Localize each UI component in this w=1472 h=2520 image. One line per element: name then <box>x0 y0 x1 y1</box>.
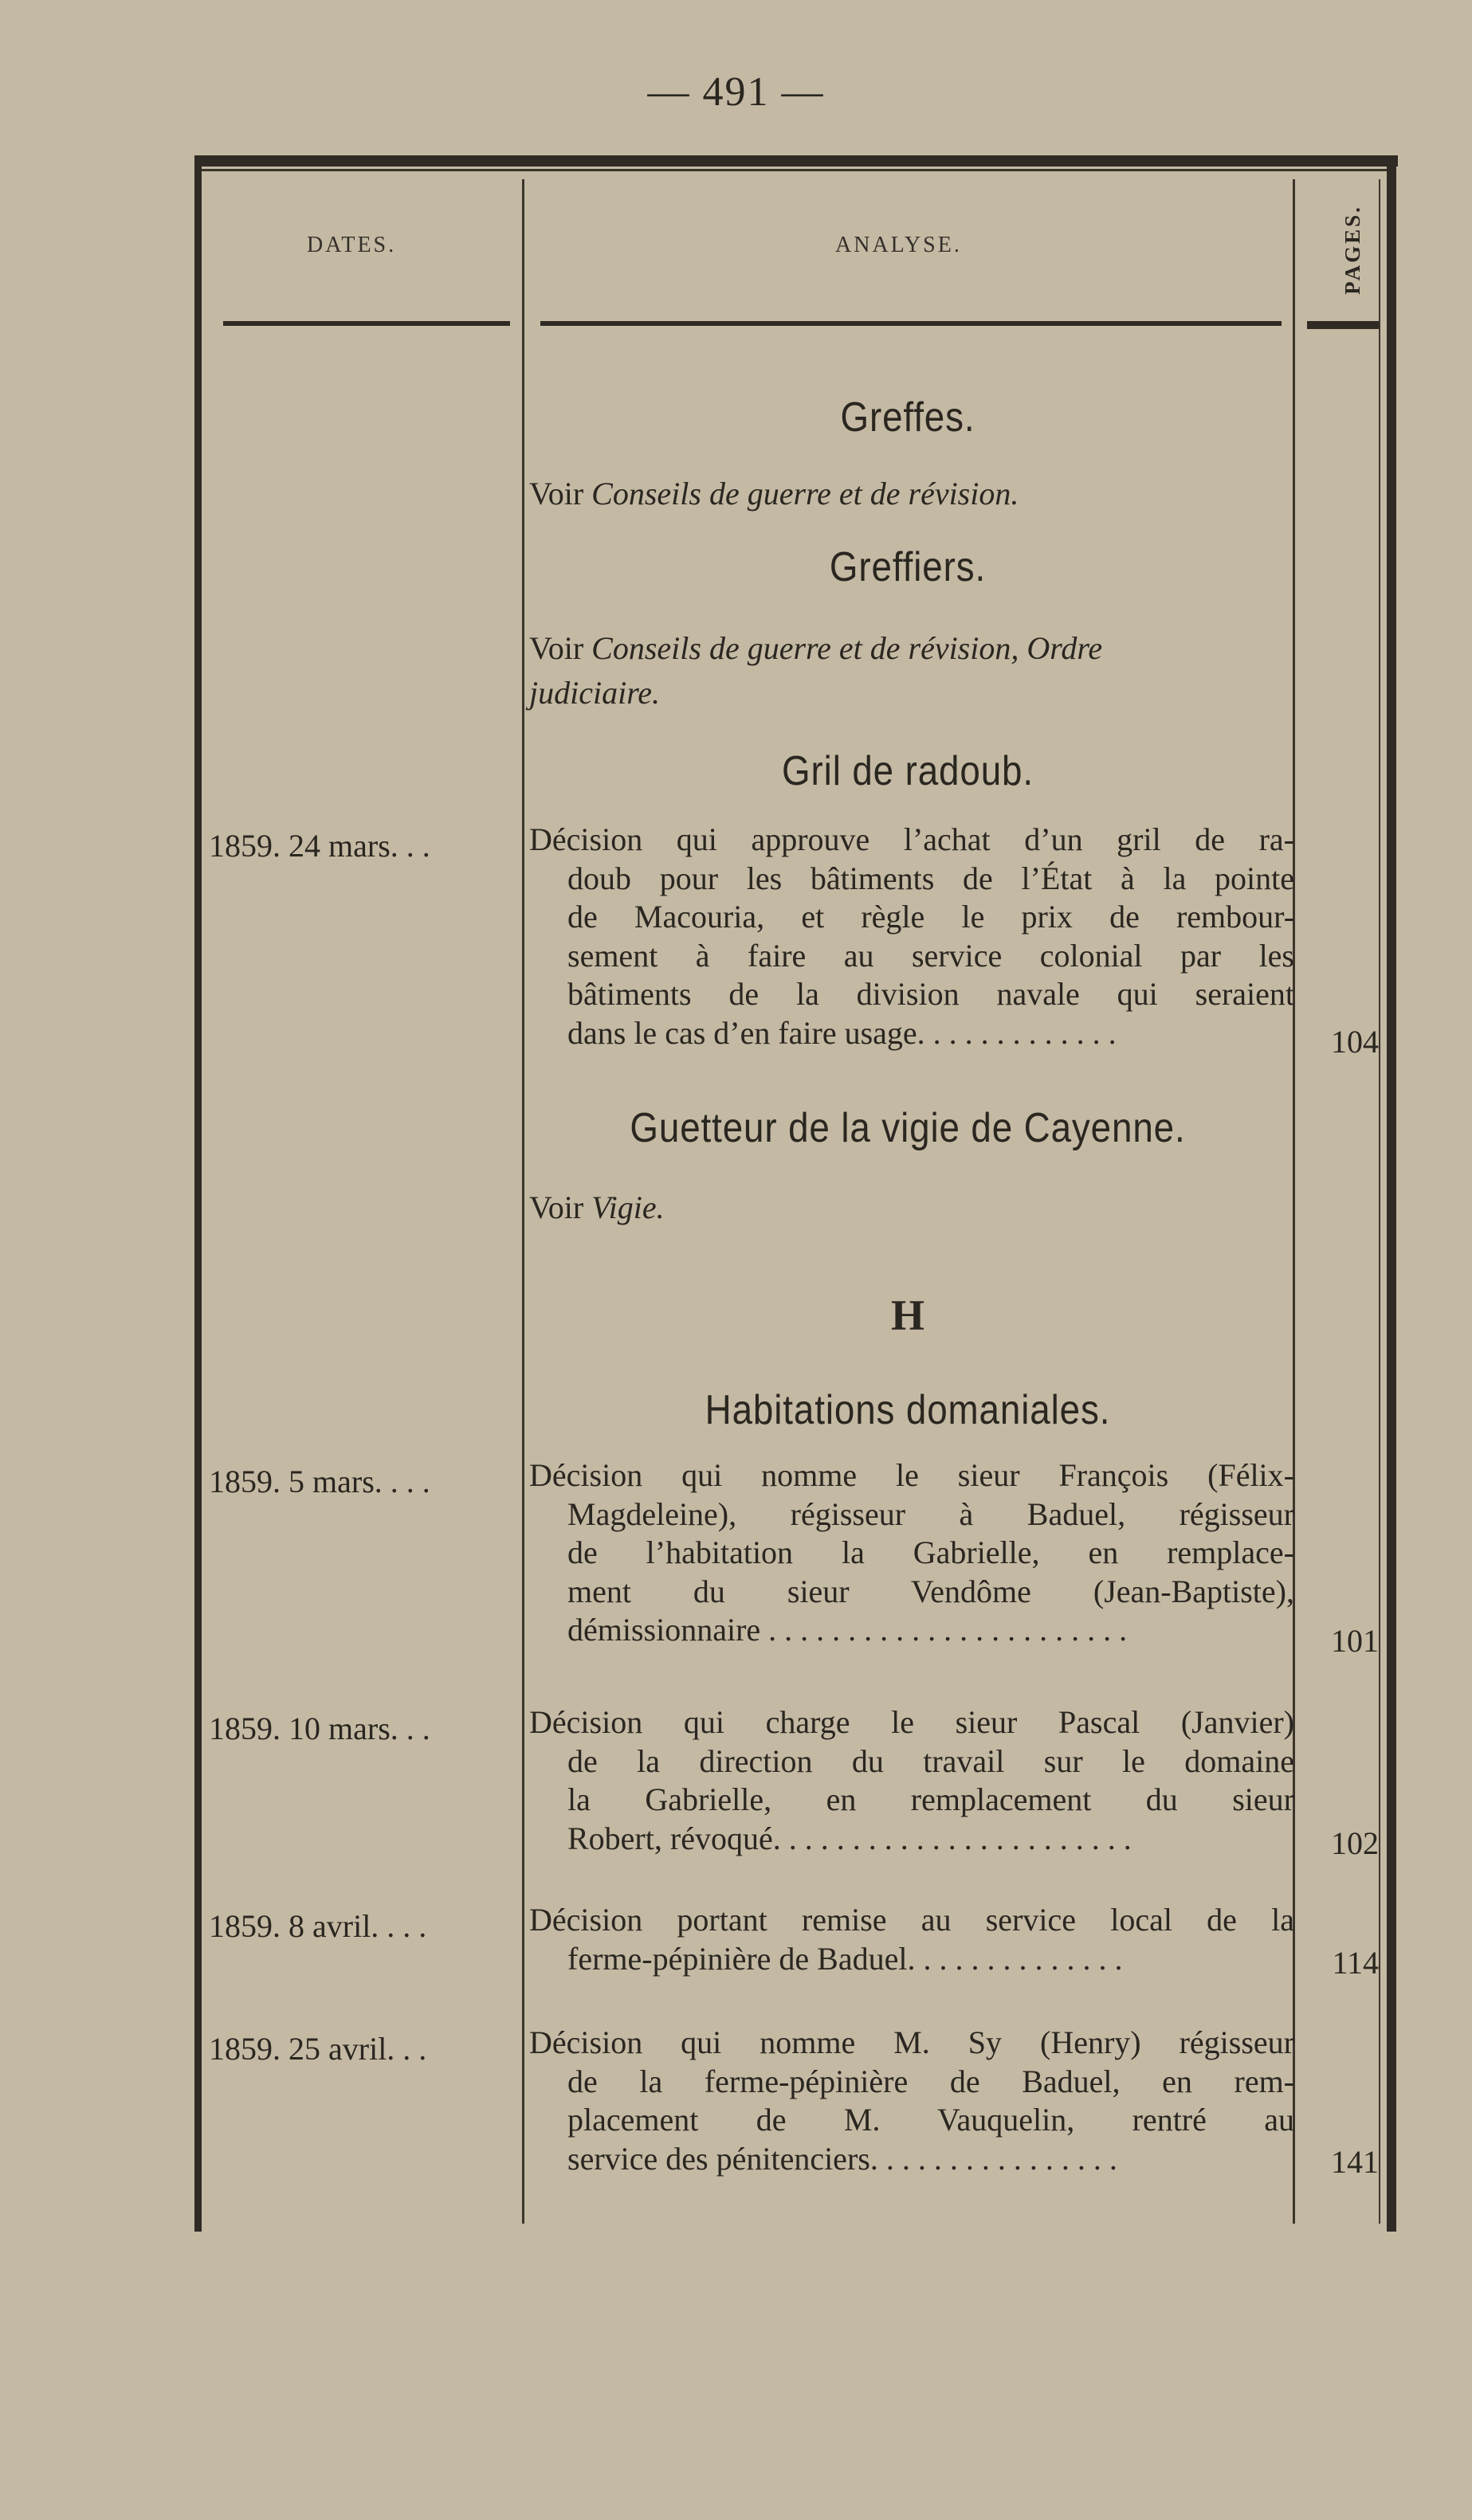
column-divider-dates <box>522 179 524 2224</box>
entry-date: 1859. 8 avril. . . . <box>209 1908 427 1944</box>
entry-line: placement de M. Vauquelin, rentré au <box>567 2102 1294 2138</box>
entry-text <box>529 1456 1294 1650</box>
entry-line: de la ferme-pépinière de Baduel, en rem- <box>567 2063 1294 2099</box>
entry-text <box>529 1703 1294 1858</box>
header-rule-dates <box>223 321 510 326</box>
entry-line: bâtiments de la division navale qui seraient <box>567 976 1294 1012</box>
entry-page-ref: 101 <box>1331 1623 1379 1659</box>
heading-guetteur: Guetteur de la vigie de Cayenne. <box>630 1105 1186 1151</box>
header-dates: DATES. <box>307 233 397 257</box>
entry-page-ref: 114 <box>1332 1945 1379 1981</box>
entry-date: 1859. 5 mars. . . . <box>209 1464 430 1499</box>
entry-page-ref: 141 <box>1331 2144 1379 2180</box>
voir-greffiers: Voir Conseils de guerre et de révision, Ordre judiciaire. <box>529 630 1103 711</box>
header-analyse: ANALYSE. <box>835 233 962 257</box>
entry-line: de Macouria, et règle le prix de rembour- <box>567 899 1294 935</box>
heading-habitations-domaniales: Habitations domaniales. <box>705 1387 1111 1433</box>
heading-gril-de-radoub: Gril de radoub. <box>782 748 1034 794</box>
table-right-border <box>1387 155 1396 2232</box>
header-rule-analyse <box>540 321 1282 326</box>
entry-text <box>529 1901 1294 1978</box>
entry-date: 1859. 24 mars. . . <box>209 828 430 864</box>
entry-line: ferme-pépinière de Baduel. . . . . . . . . . . . . . <box>567 1940 1123 1977</box>
header-rule-pages <box>1307 321 1379 329</box>
entry-line: doub pour les bâtiments de l’État à la pointe <box>567 860 1294 896</box>
entry-page-ref: 104 <box>1331 1024 1379 1060</box>
table-top-rule <box>194 155 1398 167</box>
entry-line: dans le cas d’en faire usage. . . . . . . . . . . . . <box>567 1014 1117 1051</box>
section-letter: H <box>890 1291 924 1339</box>
entry-line: Décision portant remise au service local de la <box>529 1902 1294 1938</box>
entry-date: 1859. 10 mars. . . <box>209 1711 430 1746</box>
voir-guetteur: Voir Vigie. <box>529 1189 665 1225</box>
heading-greffes: Greffes. <box>840 394 975 441</box>
entry-line: sement à faire au service colonial par les <box>567 937 1294 974</box>
entry-line: de l’habitation la Gabrielle, en remplace- <box>567 1534 1294 1570</box>
table-top-rule-thin <box>199 169 1395 171</box>
entry-line: Robert, révoqué. . . . . . . . . . . . . . . . . . . . . . . <box>567 1820 1132 1856</box>
page-number: — 491 — <box>647 69 825 115</box>
entry-line: la Gabrielle, en remplacement du sieur <box>567 1781 1294 1817</box>
entry-date: 1859. 25 avril. . . <box>209 2031 427 2067</box>
table-left-border <box>194 155 202 2232</box>
entry-line: Magdeleine), régisseur à Baduel, régisseur <box>567 1495 1294 1532</box>
entry-line: démissionnaire . . . . . . . . . . . . . . . . . . . . . . . <box>567 1612 1128 1648</box>
voir-greffes: Voir Conseils de guerre et de révision. <box>529 476 1019 511</box>
entry-line: de la direction du travail sur le domaine <box>567 1742 1294 1779</box>
entry-text <box>529 2024 1294 2178</box>
entry-line: service des pénitenciers. . . . . . . . . . . . . . . . <box>567 2140 1117 2177</box>
entry-line: Décision qui nomme le sieur François (Félix- <box>529 1457 1294 1493</box>
entry-line: Décision qui nomme M. Sy (Henry) régisseur <box>529 2024 1294 2060</box>
entry-page-ref: 102 <box>1331 1825 1379 1861</box>
entry-line: Décision qui approuve l’achat d’un gril de ra- <box>529 821 1294 857</box>
entry-line: ment du sieur Vendôme (Jean-Baptiste), <box>567 1573 1294 1609</box>
header-pages: PAGES. <box>1340 204 1364 295</box>
column-divider-pages-inner <box>1379 179 1380 2224</box>
heading-greffiers: Greffiers. <box>829 544 987 590</box>
entry-text <box>529 821 1294 1052</box>
entry-line: Décision qui charge le sieur Pascal (Janvier) <box>529 1704 1294 1740</box>
